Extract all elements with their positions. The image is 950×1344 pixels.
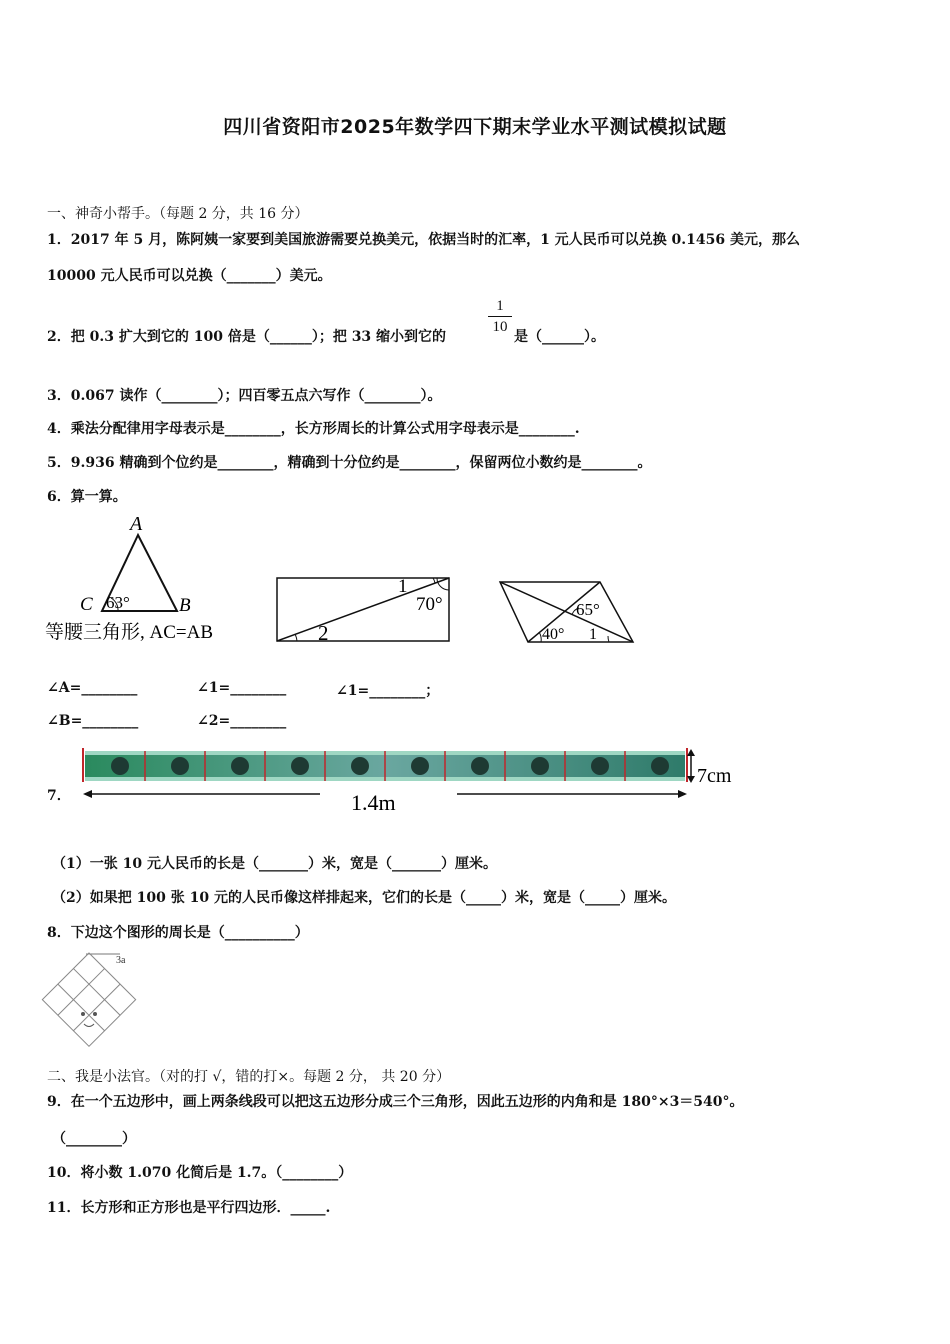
question-7-sub-2: （2）如果把 100 张 10 元的人民币像这样排起来，它们的长是（_____）米，宽是（_____）厘米。 xyxy=(52,890,676,906)
rectangle-diagonal-figure xyxy=(270,570,460,650)
question-7-number: 7． xyxy=(47,788,71,804)
answer-angle-2: ∠2=________ xyxy=(197,713,287,729)
grid-face-figure xyxy=(40,948,150,1053)
question-2-part-1: 2．把 0.3 扩大到它的 100 倍是（______）；把 33 缩小到它的 xyxy=(47,329,447,345)
answer-angle-b: ∠B=________ xyxy=(47,713,139,729)
answer-angle-1-para: ∠1=________； xyxy=(336,683,440,699)
parallelogram-figure xyxy=(495,570,640,650)
question-5: 5．9.936 精确到个位约是________，精确到十分位约是________，保留两位小数约是________。 xyxy=(47,455,652,471)
angle-70-label: 70° xyxy=(416,594,443,615)
banknote-strip-figure xyxy=(75,745,755,820)
angle-1-label-parallelogram: 1 xyxy=(589,626,597,643)
section-1-heading: 一、神奇小帮手。（每题 2 分，共 16 分） xyxy=(47,206,309,222)
angle-2-label: 2 xyxy=(318,621,329,645)
triangle-caption: 等腰三角形, AC=AB xyxy=(45,622,214,643)
answer-angle-1-rect: ∠1=________ xyxy=(197,680,287,696)
angle-63-label: 63° xyxy=(106,593,130,612)
fraction-denominator: 10 xyxy=(488,316,512,337)
question-10: 10．将小数 1.070 化简后是 1.7。（________） xyxy=(47,1165,353,1181)
question-2-part-2: 是（______）。 xyxy=(514,329,605,345)
angle-65-label: 65° xyxy=(576,600,600,619)
question-1-line-1: 1．2017 年 5 月，陈阿姨一家要到美国旅游需要兑换美元，依据当时的汇率，1 元人民币可以兑换 0.1456 美元，那么 xyxy=(47,232,801,248)
vertex-b-label: B xyxy=(179,595,191,616)
answer-angle-a: ∠A=________ xyxy=(47,680,138,696)
question-1-line-2: 10000 元人民币可以兑换（_______）美元。 xyxy=(47,268,332,284)
section-2-heading: 二、我是小法官。（对的打 √，错的打×。每题 2 分， 共 20 分） xyxy=(47,1069,451,1085)
question-9-line-1: 9．在一个五边形中，画上两条线段可以把这五边形分成三个三角形，因此五边形的内角和是 180°×3＝540°。 xyxy=(47,1094,744,1110)
question-7-sub-1: （1）一张 10 元人民币的长是（_______）米，宽是（_______）厘米。 xyxy=(52,856,497,872)
width-7cm-label: 7cm xyxy=(697,765,732,787)
isosceles-triangle-figure xyxy=(40,510,260,650)
question-3: 3．0.067 读作（________）；四百零五点六写作（________）。 xyxy=(47,388,442,404)
fraction-one-tenth xyxy=(488,296,512,337)
side-3a-label: 3a xyxy=(116,955,126,966)
question-6: 6．算一算。 xyxy=(47,489,127,505)
question-4: 4．乘法分配律用字母表示是________，长方形周长的计算公式用字母表示是________. xyxy=(47,421,580,437)
angle-1-label: 1 xyxy=(398,576,408,597)
question-9-line-2: （________） xyxy=(52,1131,136,1147)
page-title: 四川省资阳市2025年数学四下期末学业水平测试模拟试题 xyxy=(223,116,727,138)
vertex-a-label: A xyxy=(130,513,143,535)
fraction-numerator: 1 xyxy=(496,298,504,314)
question-11: 11．长方形和正方形也是平行四边形．_____. xyxy=(47,1200,331,1216)
vertex-c-label: C xyxy=(80,594,93,615)
angle-40-label: 40° xyxy=(542,626,565,643)
question-8: 8．下边这个图形的周长是（__________） xyxy=(47,925,309,941)
face-icon xyxy=(81,1012,97,1027)
length-1-4m-label: 1.4m xyxy=(351,790,396,815)
